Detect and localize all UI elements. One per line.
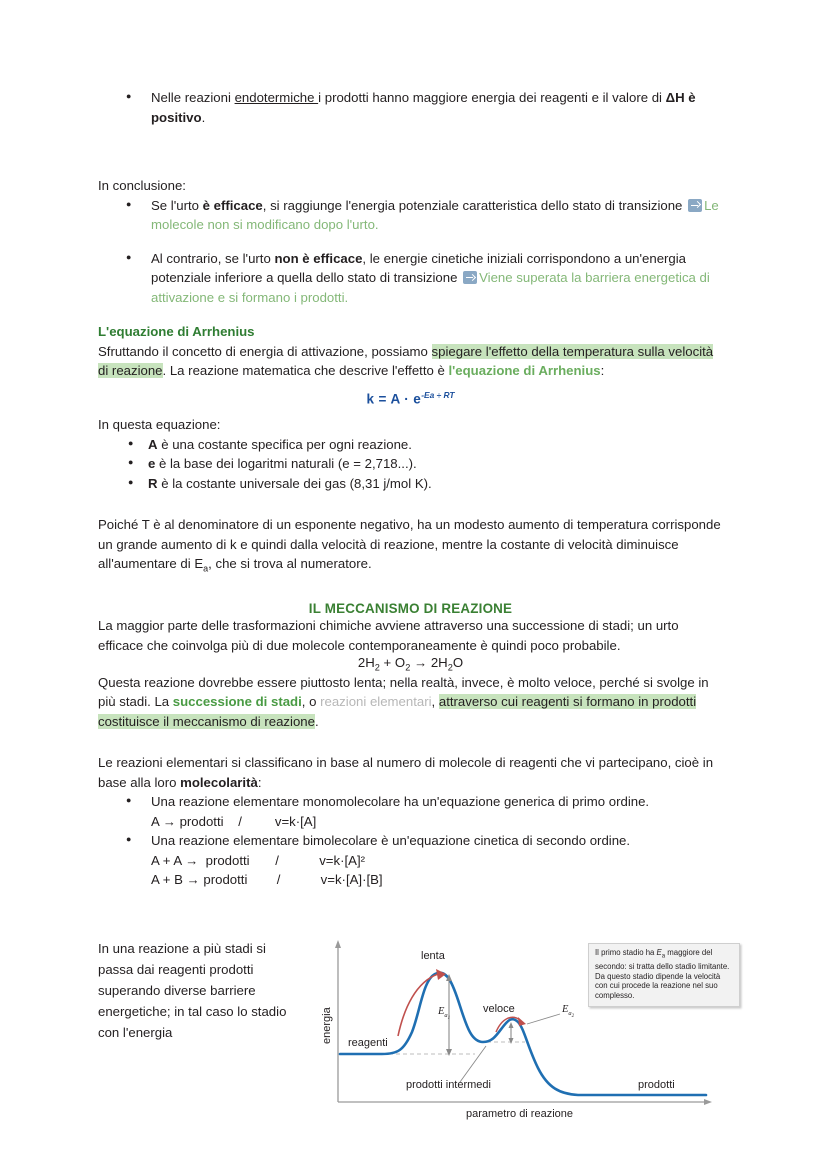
conclusion-list bbox=[98, 196, 723, 308]
x-axis-label: parametro di reazione bbox=[466, 1108, 574, 1120]
list-item bbox=[98, 88, 723, 127]
green-note: Viene superata la barriera energetica di attivazione e si formano i prodotti bbox=[151, 270, 710, 305]
definition-text: è la base dei logaritmi naturali (e = 2,718...). bbox=[155, 456, 417, 471]
y-axis-label: energia bbox=[321, 1007, 333, 1044]
item-text: Una reazione elementare monomolecolare ha un'equazione generica di primo ordine. bbox=[151, 794, 650, 810]
text-part: , le energie cinetiche iniziali corrispondono a un'energia potenziale inferiore a quella dello stato di transizione bbox=[151, 250, 687, 285]
label-lenta: lenta bbox=[421, 950, 445, 962]
green-note: Le molecole non si modificano dopo l'urto bbox=[151, 197, 719, 232]
bottom-section bbox=[98, 932, 728, 1127]
spacer bbox=[98, 731, 723, 753]
spacer bbox=[98, 493, 723, 515]
callout-text-rest: maggiore del secondo: si tratta dello stadio limitante. Da questo stadio dipende la velocità con cui procede la reazione nel suo complesso. bbox=[595, 948, 730, 1000]
text-part: , o bbox=[301, 694, 321, 710]
definition-text: è la costante universale dei gas (8,31 j/mol K). bbox=[157, 475, 432, 491]
callout-sub-a: a bbox=[661, 953, 666, 960]
subscript: a bbox=[203, 563, 209, 574]
ea2-arrow-bottom bbox=[509, 1038, 514, 1044]
eq-part: O bbox=[452, 655, 464, 671]
list-item bbox=[98, 831, 723, 890]
list-item bbox=[98, 454, 723, 474]
text-part: . La reazione matematica che descrive l'effetto è bbox=[162, 363, 449, 378]
bold-term: non è efficace bbox=[274, 250, 363, 266]
eq-part: 2H bbox=[357, 655, 375, 671]
formula-exponent: -Ea ÷ RT bbox=[421, 389, 455, 400]
arrhenius-closing-paragraph bbox=[98, 515, 723, 579]
label-veloce: veloce bbox=[483, 1003, 515, 1015]
symbol: R bbox=[148, 475, 158, 491]
label-ea1: $E_a1$ bbox=[438, 1006, 451, 1021]
intermediate-leader-line bbox=[460, 1046, 486, 1082]
chemical-equation bbox=[98, 655, 723, 673]
spacer bbox=[98, 127, 723, 161]
arrhenius-definition-list bbox=[98, 435, 723, 494]
spacer bbox=[98, 307, 723, 322]
reaction-equation: A → prodotti / v=k·[A] bbox=[151, 813, 317, 829]
text-part: : bbox=[257, 774, 262, 790]
text-part: Le reazioni elementari si classificano in base al numero di molecole di reagenti che vi partecipano, cioè in base alla loro bbox=[98, 755, 714, 790]
label-ea2: $E_a2$ bbox=[562, 1004, 575, 1019]
bullet-text-part: i prodotti hanno maggiore energia dei reagenti e il valore di bbox=[318, 90, 666, 105]
eq-sub: 2 bbox=[405, 662, 411, 673]
top-bullet-list bbox=[98, 88, 723, 127]
bold-term: molecolarità bbox=[180, 774, 258, 790]
section-heading-arrhenius: L'equazione di Arrhenius bbox=[98, 324, 255, 339]
spacer bbox=[98, 161, 723, 176]
ea1-arrow-bottom bbox=[446, 1049, 452, 1056]
text-part: . bbox=[344, 289, 349, 305]
list-item bbox=[98, 474, 723, 494]
x-axis-arrowhead bbox=[704, 1099, 712, 1105]
y-axis-arrowhead bbox=[335, 940, 341, 948]
mechanism-paragraph-2 bbox=[98, 673, 723, 732]
ea2-leader-line bbox=[527, 1014, 560, 1024]
text-part: , si raggiunge l'energia potenziale caratteristica dello stato di transizione bbox=[262, 197, 687, 213]
text-part: Al contrario, se l'urto bbox=[151, 250, 275, 266]
definition-text: è una costante specifica per ogni reazione. bbox=[157, 436, 412, 452]
reaction-equation: A + A → prodotti / v=k·[A]² bbox=[151, 852, 366, 868]
spacer bbox=[98, 579, 723, 601]
reaction-equation: A + B → prodotti / v=k·[A]·[B] bbox=[151, 872, 383, 888]
callout-italic-E: E bbox=[656, 948, 662, 957]
section-heading-mechanism: IL MECCANISMO DI REAZIONE bbox=[308, 601, 513, 617]
text-part: Se l'urto bbox=[151, 197, 203, 213]
bullet-text-part: Nelle reazioni bbox=[151, 90, 235, 105]
label-prodotti-intermedi: prodotti intermedi bbox=[406, 1079, 491, 1091]
bold-term: ΔH è positivo bbox=[151, 90, 696, 125]
list-item bbox=[98, 435, 723, 455]
bottom-paragraph: In una reazione a più stadi si passa dai reagenti prodotti superando diverse barriere energetiche; in tal caso lo stadio con l'energia bbox=[98, 941, 287, 1040]
spacer bbox=[98, 406, 723, 415]
text-part: Questa reazione dovrebbe essere piuttosto lenta; nella realtà, invece, è molto veloce, perché si svolge in più stadi. La bbox=[98, 674, 709, 710]
lenta-red-arrow bbox=[398, 974, 438, 1036]
highlighted-text: spiegare l'effetto della temperatura sulla velocità di reazione bbox=[98, 343, 714, 378]
eq-sub: 2 bbox=[447, 662, 453, 673]
callout-text-part: Il primo stadio ha bbox=[595, 948, 657, 957]
text-part: , bbox=[431, 694, 439, 710]
bold-term: è efficace bbox=[202, 197, 263, 213]
conclusion-intro: In conclusione: bbox=[98, 178, 186, 193]
symbol: A bbox=[148, 436, 158, 452]
bullet-text-part: . bbox=[201, 109, 206, 125]
symbol: e bbox=[148, 456, 156, 471]
bottom-layout bbox=[98, 932, 728, 1127]
molecularity-list bbox=[98, 792, 723, 890]
item-text: Una reazione elementare bimolecolare è un'equazione cinetica di secondo ordine. bbox=[151, 833, 631, 849]
lenta-arrowhead bbox=[436, 969, 446, 980]
eq-sub: 2 bbox=[374, 662, 380, 673]
text-part: : bbox=[600, 363, 605, 378]
arrow-right-icon bbox=[463, 271, 477, 284]
document-content bbox=[98, 88, 723, 890]
arrow-right-icon bbox=[688, 199, 702, 212]
arrhenius-paragraph bbox=[98, 342, 723, 381]
list-item bbox=[98, 792, 723, 831]
eq-part: + O bbox=[379, 655, 406, 671]
gray-term: reazioni elementari bbox=[320, 694, 432, 710]
highlighted-text: attraverso cui reagenti si formano in prodotti costituisce il meccanismo di reazione bbox=[98, 694, 697, 729]
text-part: . bbox=[374, 217, 379, 232]
callout-box bbox=[588, 943, 740, 1007]
list-item bbox=[98, 196, 723, 235]
label-reagenti: reagenti bbox=[348, 1037, 388, 1049]
underlined-term: endotermiche bbox=[234, 90, 319, 105]
text-part: Poiché T è al denominatore di un esponente negativo, ha un modesto aumento di temperatura corrisponde un grande aumento di k e quindi dalla velocità di reazione, mentre la costante di velocità diminuisce all'aumentare di E bbox=[98, 517, 721, 571]
text-part: , che si trova al numeratore. bbox=[208, 556, 372, 571]
energy-diagram bbox=[320, 932, 730, 1127]
molecularity-intro bbox=[98, 753, 723, 792]
arrhenius-formula bbox=[98, 390, 723, 407]
mechanism-paragraph-1: La maggior parte delle trasformazioni chimiche avviene attraverso una successione di stadi; un urto efficace che coinvolga più di due molecole contemporaneamente è quindi poco probabile. bbox=[98, 618, 679, 653]
ea2-arrow-top bbox=[509, 1022, 514, 1028]
eq-part: → 2H bbox=[410, 655, 448, 671]
equation-list-intro: In questa equazione: bbox=[98, 417, 221, 432]
text-part: . bbox=[314, 713, 319, 729]
formula-base: k = A · e bbox=[366, 391, 422, 406]
green-term: l'equazione di Arrhenius bbox=[448, 363, 601, 378]
veloce-arrowhead bbox=[518, 1017, 526, 1026]
spacer bbox=[98, 381, 723, 390]
green-bold-term: successione di stadi bbox=[172, 694, 302, 710]
text-part: Sfruttando il concetto di energia di attivazione, possiamo bbox=[98, 343, 432, 359]
list-item bbox=[98, 249, 723, 308]
label-prodotti: prodotti bbox=[638, 1079, 675, 1091]
